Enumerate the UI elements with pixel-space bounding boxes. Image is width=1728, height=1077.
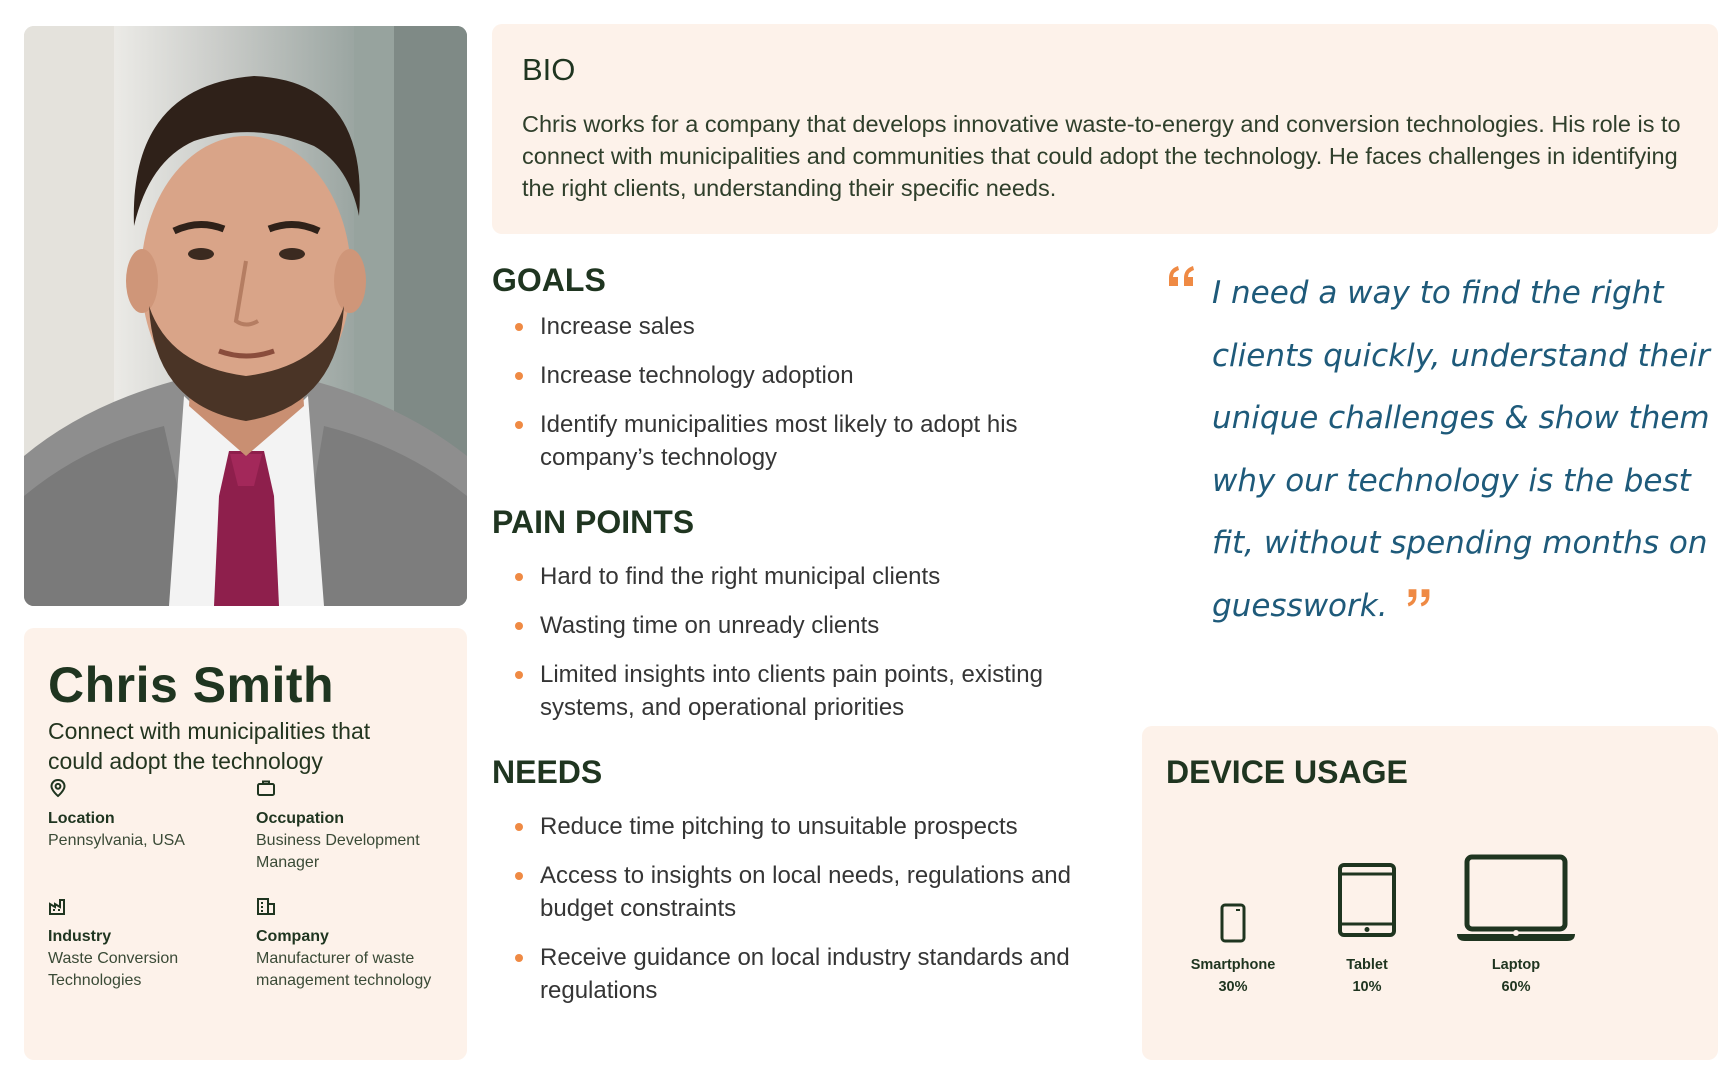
detail-value: Pennsylvania, USA [48,832,185,849]
list-item: Increase technology adoption [492,359,1112,392]
pain-points-list [492,560,1112,740]
device-name: Laptop [1491,957,1541,973]
bio-text: Chris works for a company that develops innovative waste-to-energy and conversion technologies. His role is to connect with municipalities and communities that could adopt the technology. He faces challenges in identifying the right clients, understanding their specific needs. [522,111,1681,201]
quote-text: I need a way to find the right clients quickly, understand their unique challenges & show them why our technology is the best fit, without spending months on guesswork. [1212,275,1710,624]
list-item: Access to insights on local needs, regulations and budget constraints [492,859,1112,925]
device-name: Smartphone [1190,957,1276,973]
device-usage-card [1142,726,1718,1060]
detail-industry [48,896,248,992]
list-item: Limited insights into clients pain points, existing systems, and operational priorities [492,658,1112,724]
bio-title: BIO [522,52,576,87]
goals-list [492,310,1112,490]
detail-label: Company [256,928,329,945]
detail-value: Business Development Manager [256,832,420,871]
list-item: Wasting time on unready clients [492,609,1112,642]
persona-name: Chris Smith [48,657,335,713]
device-name: Tablet [1346,957,1388,973]
needs-title: NEEDS [492,754,603,790]
device-percent: 30% [1218,979,1248,995]
detail-label: Location [48,810,115,827]
list-item: Hard to find the right municipal clients [492,560,1112,593]
detail-company [256,896,456,992]
laptop-icon [1455,854,1577,944]
tablet-icon [1337,862,1397,944]
profile-card [24,628,467,1060]
detail-location [48,778,248,852]
list-item: Increase sales [492,310,1112,343]
device-smartphone [1178,902,1288,998]
detail-occupation [256,778,456,874]
detail-label: Industry [48,928,112,945]
device-tablet [1312,862,1422,998]
quote-open-icon [1166,262,1196,292]
map-pin-icon [48,778,68,798]
building-icon [256,896,276,916]
needs-list [492,810,1112,1023]
persona-quote [1212,262,1712,637]
quote-close-icon [1406,584,1432,610]
list-item: Identify municipalities most likely to adopt his company’s technology [492,408,1112,474]
briefcase-icon [256,778,276,798]
bio-card [492,24,1718,234]
device-laptop [1446,854,1586,998]
device-percent: 10% [1352,979,1382,995]
detail-label: Occupation [256,810,345,827]
persona-tagline: Connect with municipalities that could adopt the technology [48,718,371,774]
detail-value: Waste Conversion Technologies [48,950,179,989]
profile-photo [24,26,467,606]
list-item: Reduce time pitching to unsuitable prospects [492,810,1112,843]
detail-value: Manufacturer of waste management technology [256,950,432,989]
goals-title: GOALS [492,262,606,298]
list-item: Receive guidance on local industry standards and regulations [492,941,1112,1007]
smartphone-icon [1218,902,1248,944]
device-percent: 60% [1501,979,1531,995]
pain-points-title: PAIN POINTS [492,504,695,540]
factory-icon [48,896,68,916]
device-usage-title: DEVICE USAGE [1166,754,1408,790]
